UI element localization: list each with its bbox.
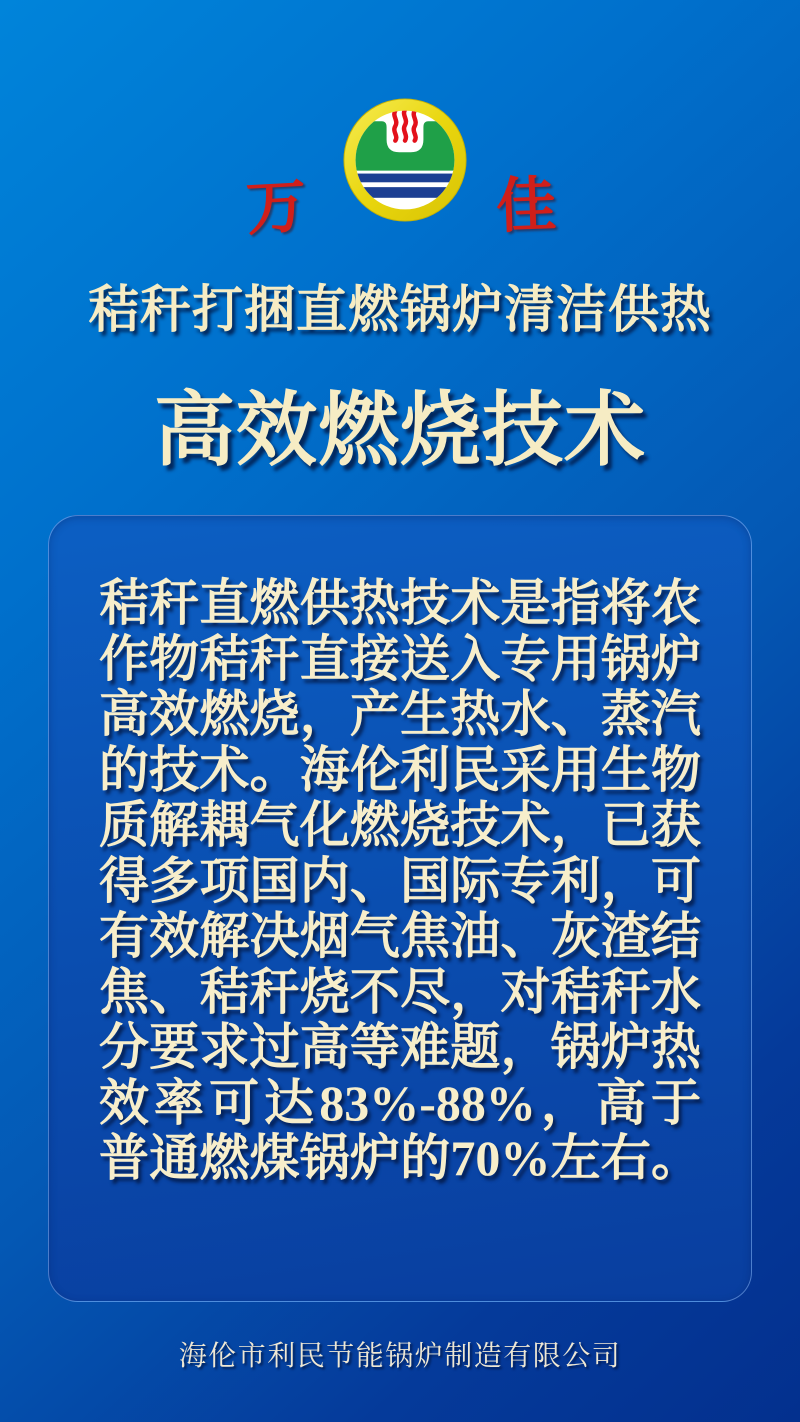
body-line: 普通燃煤锅炉的70%左右。 xyxy=(99,1130,701,1186)
body-panel xyxy=(48,515,752,1302)
company-logo-icon xyxy=(342,97,468,223)
body-line: 的技术。海伦利民采用生物 xyxy=(99,741,701,798)
body-paragraph xyxy=(99,576,701,1187)
body-line: 分要求过高等难题，锅炉热 xyxy=(99,1019,701,1075)
body-line: 高效燃烧，产生热水、蒸汽 xyxy=(99,686,701,742)
body-line: 效率可达83%-88%，高于 xyxy=(99,1074,701,1131)
body-line: 得多项国内、国际专利，可 xyxy=(99,852,701,909)
body-line: 质解耦气化燃烧技术，已获 xyxy=(99,797,701,853)
body-line: 作物秸秆直接送入专用锅炉 xyxy=(99,630,701,687)
brand-character-right: 佳 xyxy=(495,171,558,241)
body-line: 焦、秸秆烧不尽，对秸秆水 xyxy=(99,963,701,1020)
logo-row xyxy=(0,0,800,250)
company-name: 海伦市利民节能锅炉制造有限公司 xyxy=(178,1340,622,1371)
body-line: 有效解决烟气焦油、灰渣结 xyxy=(99,908,701,964)
brand-character-left: 万 xyxy=(244,173,308,243)
poster-subtitle: 秸秆打捆直燃锅炉清洁供热 xyxy=(87,283,712,339)
body-line: 秸秆直燃供热技术是指将农 xyxy=(99,575,701,631)
poster-title: 高效燃烧技术 xyxy=(153,386,646,476)
